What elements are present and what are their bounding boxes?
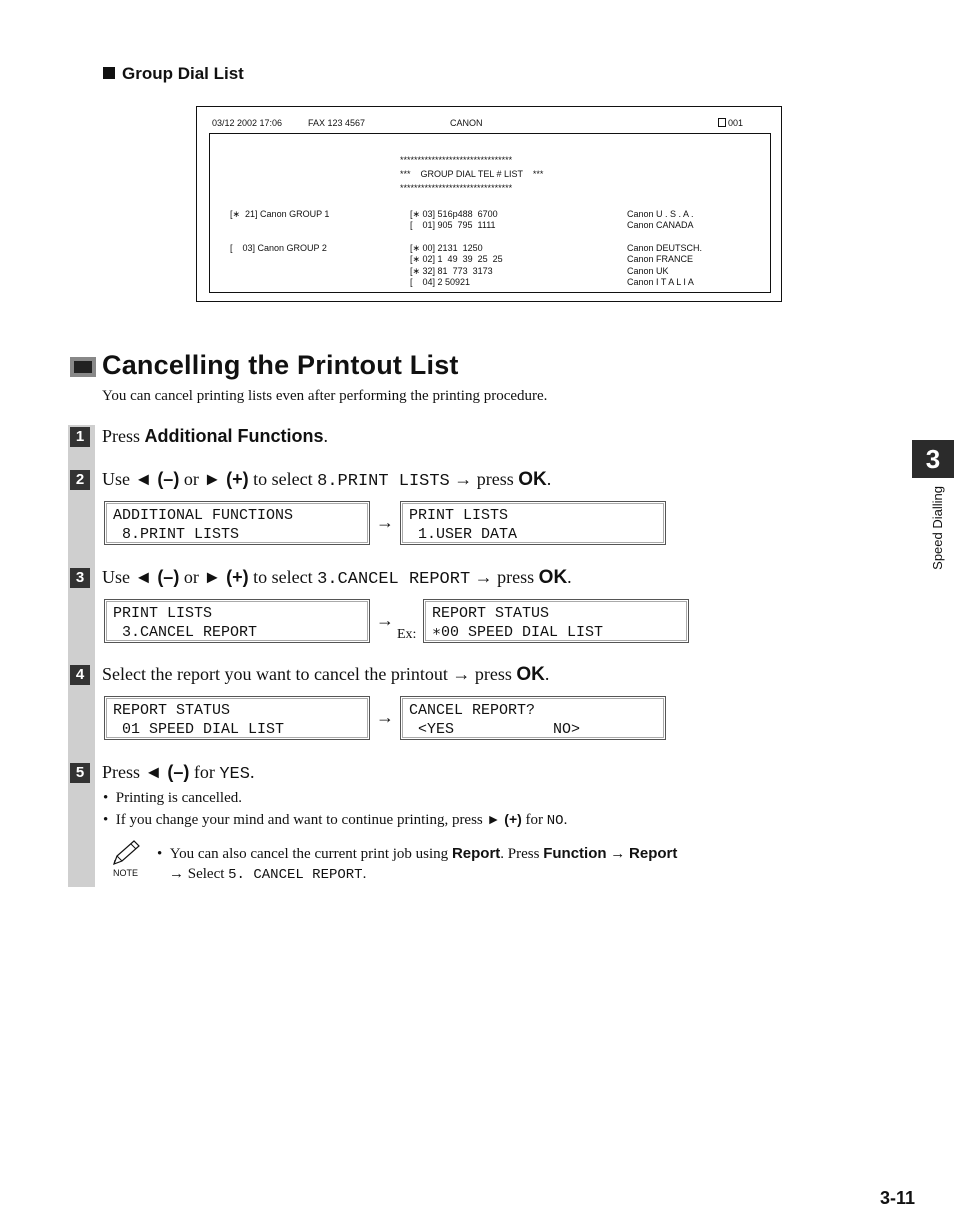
right-plus-key: ► (+) [203, 567, 249, 587]
step-number: 4 [70, 665, 90, 685]
ok-key: OK [516, 664, 545, 685]
group-label: [∗ 21] Canon GROUP 1 [230, 209, 330, 219]
left-minus-key: ◄ (–) [134, 567, 180, 587]
member-name: Canon U . S . A . [627, 209, 694, 219]
menu-code: YES [219, 765, 250, 784]
section-heading-icon [70, 357, 96, 377]
report-stars-top: ******************************** [400, 155, 513, 165]
report-name: CANON [450, 118, 483, 128]
menu-code: 3.CANCEL REPORT [317, 570, 471, 589]
note-text-line-2: → Select 5. CANCEL REPORT. [169, 866, 367, 883]
member-name: Canon UK [627, 266, 669, 276]
bullet-item: • If you change your mind and want to continue printing, press ► (+) for NO. [103, 811, 568, 829]
lcd-display: PRINT LISTS 3.CANCEL REPORT [104, 599, 370, 643]
step-1-text: Press Additional Functions. [102, 426, 328, 446]
member-code: [∗ 00] 2131 1250 [410, 243, 483, 253]
right-plus-key: ► (+) [486, 811, 522, 827]
chapter-tab: 3 [912, 440, 954, 478]
example-label: Ex: [397, 627, 417, 642]
menu-code: 8.PRINT LISTS [317, 472, 450, 491]
bullet-item: • Printing is cancelled. [103, 790, 242, 806]
report-key: Report [629, 845, 678, 862]
page-number: 3-11 [880, 1188, 916, 1208]
additional-functions-key: Additional Functions [144, 426, 324, 446]
member-code: [∗ 03] 516p488 6700 [410, 209, 498, 219]
chapter-title-vertical: Speed Dialling [930, 486, 945, 570]
report-page: 001 [718, 118, 743, 128]
ok-key: OK [538, 567, 568, 588]
arrow-right-icon: → [376, 610, 394, 630]
member-name: Canon CANADA [627, 220, 694, 230]
lcd-display: REPORT STATUS ∗00 SPEED DIAL LIST [423, 599, 689, 643]
member-name: Canon FRANCE [627, 254, 694, 264]
note-label: NOTE [113, 868, 139, 878]
menu-code: NO [546, 813, 564, 829]
member-name: Canon DEUTSCH. [627, 243, 703, 253]
report-key: Report [451, 845, 501, 862]
step-2-text: Use ◄ (–) or ► (+) to select 8.PRINT LISTS → press OK. [102, 469, 552, 491]
report-body [209, 133, 771, 293]
report-stars-bottom: ******************************** [400, 183, 513, 193]
arrow-right-icon: → [376, 707, 394, 727]
arrow-right-icon: → [376, 512, 394, 532]
member-code: [∗ 02] 1 49 39 25 25 [410, 254, 503, 264]
ok-key: OK [518, 469, 547, 490]
group-label: [ 03] Canon GROUP 2 [230, 243, 327, 253]
member-name: Canon I T A L I A [627, 277, 694, 287]
member-code: [∗ 32] 81 773 3173 [410, 266, 493, 276]
report-title: *** GROUP DIAL TEL # LIST *** [400, 169, 544, 179]
step-number: 5 [70, 763, 90, 783]
right-plus-key: ► (+) [203, 469, 249, 489]
page-icon [718, 118, 726, 127]
member-code: [ 01] 905 795 1111 [410, 220, 496, 230]
step-5-text: Press ◄ (–) for YES. [102, 762, 255, 784]
lcd-display: PRINT LISTS 1.USER DATA [400, 501, 666, 545]
lcd-display: ADDITIONAL FUNCTIONS 8.PRINT LISTS [104, 501, 370, 545]
note-text: • You can also cancel the current print job using Report. Press Function → Report [157, 845, 678, 862]
report-datetime: 03/12 2002 17:06 [212, 118, 283, 128]
step-sidebar [68, 425, 95, 887]
left-minus-key: ◄ (–) [144, 762, 190, 782]
section-title: Cancelling the Printout List [102, 350, 459, 380]
step-3-text: Use ◄ (–) or ► (+) to select 3.CANCEL REPORT → press OK. [102, 567, 572, 589]
left-minus-key: ◄ (–) [134, 469, 180, 489]
lcd-display: CANCEL REPORT? <YES NO> [400, 696, 666, 740]
group-dial-report-sample [196, 106, 782, 302]
member-code: [ 04] 2 50921 [410, 277, 471, 287]
section-intro: You can cancel printing lists even after performing the printing procedure. [102, 388, 548, 404]
function-key: Function [543, 845, 607, 862]
step-number: 2 [70, 470, 90, 490]
lcd-display: REPORT STATUS 01 SPEED DIAL LIST [104, 696, 370, 740]
report-fax: FAX 123 4567 [308, 118, 366, 128]
menu-code: 5. CANCEL REPORT [228, 867, 363, 883]
group-dial-list-heading: Group Dial List [103, 64, 244, 84]
step-number: 1 [70, 427, 90, 447]
step-4-text: Select the report you want to cancel the printout → press OK. [102, 664, 550, 685]
step-number: 3 [70, 568, 90, 588]
square-bullet-icon [103, 67, 115, 79]
